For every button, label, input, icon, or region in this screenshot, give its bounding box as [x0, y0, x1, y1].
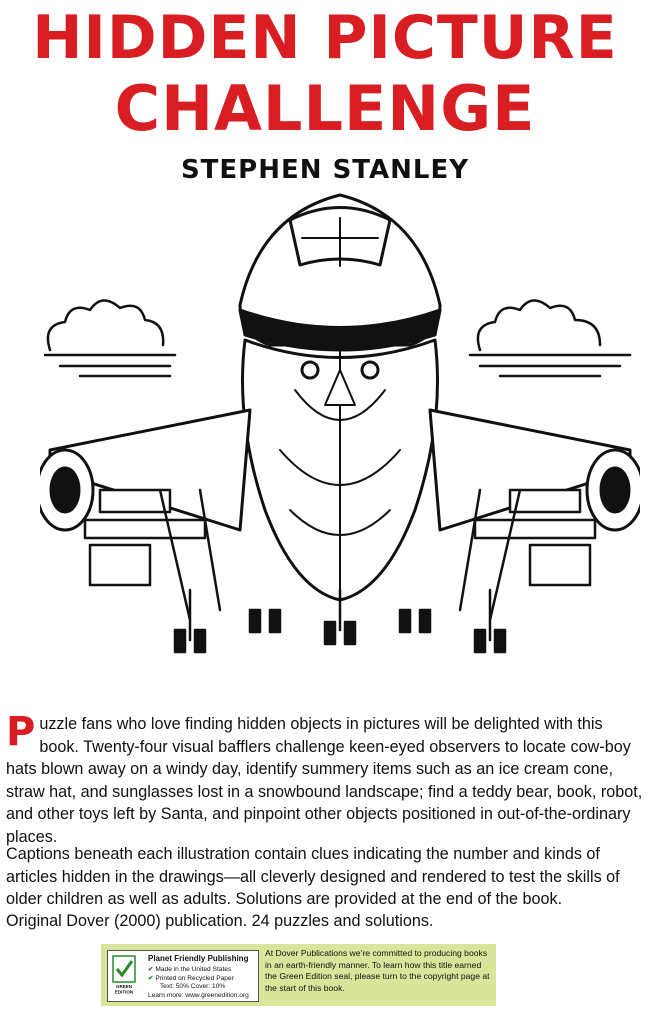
svg-text:GREEN: GREEN [115, 984, 133, 989]
description-paragraph-1 [6, 709, 644, 848]
planet-friendly-seal [107, 950, 259, 1002]
right-clouds [470, 300, 630, 376]
green-edition-panel [101, 944, 496, 1006]
seal-item-recycled: ✔ Printed on Recycled Paper [148, 975, 234, 982]
drop-cap-letter: P [6, 709, 36, 755]
left-clouds [45, 300, 175, 376]
publication-note: Original Dover (2000) publication. 24 puzzles and solutions. [6, 912, 434, 930]
check-icon: ✔ [148, 966, 154, 973]
seal-item-made-in-us: ✔ Made in the United States [148, 966, 232, 973]
book-title-line2: CHALLENGE [114, 72, 536, 145]
seal-title: Planet Friendly Publishing [148, 954, 249, 963]
description-paragraph-2: Captions beneath each illustration contain clues indicating the number and kinds of articles hidden in the drawings—all cleverly designed and rendered to test the skills of older children as well as adults. Solutions are provided at the end of the book. [6, 845, 620, 908]
landing-gear [175, 590, 505, 652]
author-name: STEPHEN STANLEY [180, 155, 470, 185]
green-edition-logo-icon [112, 955, 136, 995]
svg-text:EDITION: EDITION [114, 989, 134, 995]
description-paragraph-1-text: uzzle fans who love finding hidden objects in pictures will be delighted with this book. Twenty-four visual bafflers challenge keen-eyed observers to locate cow-boy hats blown away on a windy day, identify summery items such as an ice cream cone, straw hat, and sunglasses lost in a snowbound landscape; find a teddy bear, book, robot, and other toys left by Santa, and pinpoint other objects positioned in out-of-the-ordinary places. [6, 715, 643, 846]
seal-recycled-stats: Text: 50% Cover: 10% [160, 983, 226, 990]
jet-aircraft-illustration [40, 190, 640, 690]
seal-learn-more-link[interactable]: Learn more: www.greenedition.org [148, 992, 249, 999]
book-title-line1: HIDDEN PICTURE [32, 3, 618, 73]
check-icon: ✔ [148, 975, 154, 982]
green-edition-statement: At Dover Publications we’re committed to producing books in an earth-friendly manner. To learn how this title earned the Green Edition seal, please turn to the copyright page at the start of this book. [265, 948, 490, 993]
